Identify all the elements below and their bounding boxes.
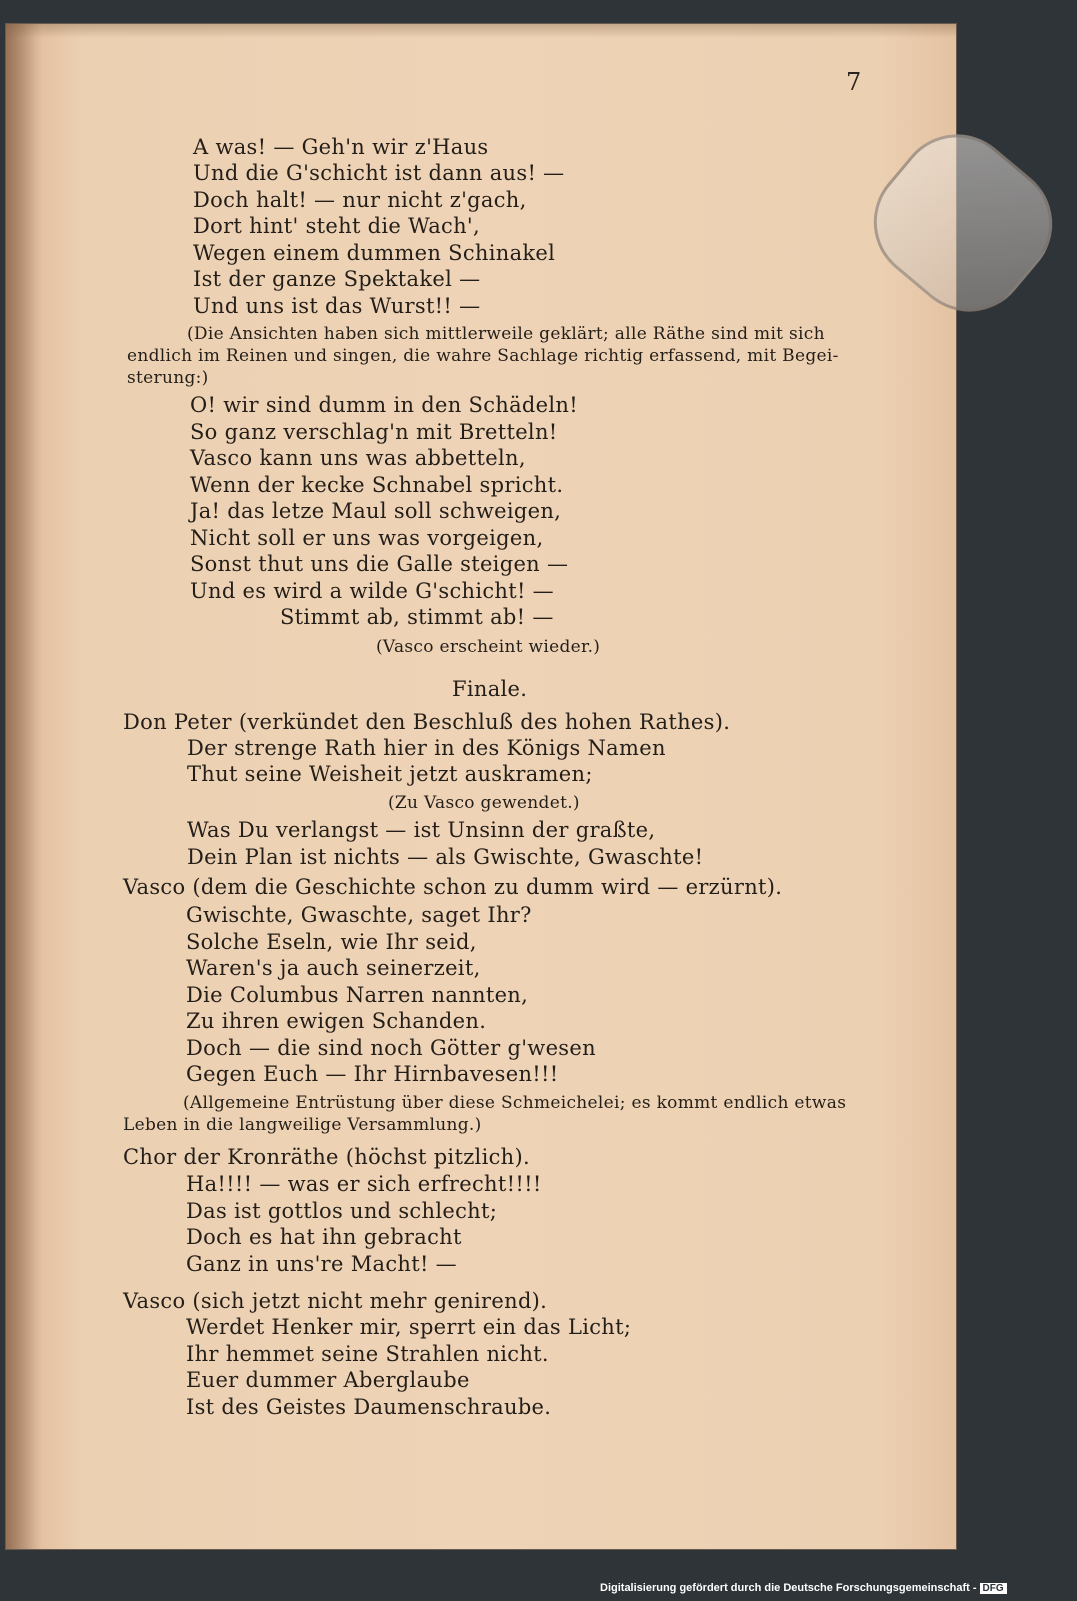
text-line: Wegen einem dummen Schinakel (193, 241, 556, 265)
text-line: Ja! das letze Maul soll schweigen, (190, 499, 562, 523)
stage-direction: sterung:) (127, 368, 209, 388)
text-line: Stimmt ab, stimmt ab! — (280, 605, 554, 629)
text-line: Dein Plan ist nichts — als Gwischte, Gwaschte! (187, 845, 704, 869)
text-line: Und es wird a wilde G'schicht! — (190, 579, 554, 603)
text-line: Die Columbus Narren nannten, (186, 983, 529, 1007)
text-line: Doch es hat ihn gebracht (186, 1225, 462, 1249)
speaker-line: Don Peter (verkündet den Beschluß des hohen Rathes). (123, 710, 731, 734)
text-line: Und uns ist das Wurst!! — (193, 294, 481, 318)
text-line: Zu ihren ewigen Schanden. (186, 1009, 487, 1033)
text-line: Ist der ganze Spektakel — (193, 267, 481, 291)
text-line: Was Du verlangst — ist Unsinn der graßte, (187, 818, 656, 842)
text-line: Nicht soll er uns was vorgeigen, (190, 526, 544, 550)
text-line: Gwischte, Gwaschte, saget Ihr? (186, 903, 532, 927)
stage-direction: (Allgemeine Entrüstung über diese Schmeichelei; es kommt endlich etwas (183, 1093, 847, 1113)
text-line: Ist des Geistes Daumenschraube. (186, 1395, 552, 1419)
speaker-line: Vasco (dem die Geschichte schon zu dumm wird — erzürnt). (123, 875, 783, 899)
text-line: Gegen Euch — Ihr Hirnbavesen!!! (186, 1062, 559, 1086)
text-line: Sonst thut uns die Galle steigen — (190, 552, 569, 576)
stage-direction: endlich im Reinen und singen, die wahre Sachlage richtig erfassend, mit Begei- (127, 346, 839, 366)
text-line: Ganz in uns're Macht! — (186, 1252, 457, 1276)
text-line: Vasco kann uns was abbetteln, (190, 446, 526, 470)
text-line: Wenn der kecke Schnabel spricht. (190, 473, 564, 497)
text-line: Werdet Henker mir, sperrt ein das Licht; (186, 1315, 632, 1339)
binding-shadow (6, 24, 42, 1549)
speaker-line: Vasco (sich jetzt nicht mehr genirend). (123, 1289, 548, 1313)
text-line: Ihr hemmet seine Strahlen nicht. (186, 1342, 549, 1366)
text-line: Dort hint' steht die Wach', (193, 214, 480, 238)
stage-direction: (Zu Vasco gewendet.) (388, 793, 580, 813)
text-line: Solche Eseln, wie Ihr seid, (186, 930, 477, 954)
dfg-logo: DFG (980, 1583, 1007, 1594)
text-line: Doch — die sind noch Götter g'wesen (186, 1036, 596, 1060)
stage-direction: (Vasco erscheint wieder.) (376, 637, 601, 657)
text-line: O! wir sind dumm in den Schädeln! (190, 393, 578, 417)
page-number: 7 (846, 68, 862, 96)
text-line: Der strenge Rath hier in des Königs Namen (187, 736, 666, 760)
text-line: So ganz verschlag'n mit Bretteln! (190, 420, 558, 444)
speaker-line: Chor der Kronräthe (höchst pitzlich). (123, 1145, 530, 1169)
footer-text: Digitalisierung gefördert durch die Deutsche Forschungsgemeinschaft - (600, 1582, 977, 1594)
text-line: Euer dummer Aberglaube (186, 1368, 470, 1392)
text-line: Thut seine Weisheit jetzt auskramen; (187, 762, 593, 786)
text-line: A was! — Geh'n wir z'Haus (193, 135, 489, 159)
section-heading: Finale. (452, 677, 528, 701)
footer-credit (600, 1582, 1007, 1594)
text-line: Das ist gottlos und schlecht; (186, 1199, 498, 1223)
text-line: Und die G'schicht ist dann aus! — (193, 161, 565, 185)
stage-direction: (Die Ansichten haben sich mittlerweile geklärt; alle Räthe sind mit sich (187, 324, 825, 344)
text-line: Ha!!!! — was er sich erfrecht!!!! (186, 1172, 542, 1196)
stage-direction: Leben in die langweilige Versammlung.) (123, 1115, 482, 1135)
text-line: Waren's ja auch seinerzeit, (186, 956, 481, 980)
text-line: Doch halt! — nur nicht z'gach, (193, 188, 527, 212)
page-top-edge (6, 24, 956, 38)
